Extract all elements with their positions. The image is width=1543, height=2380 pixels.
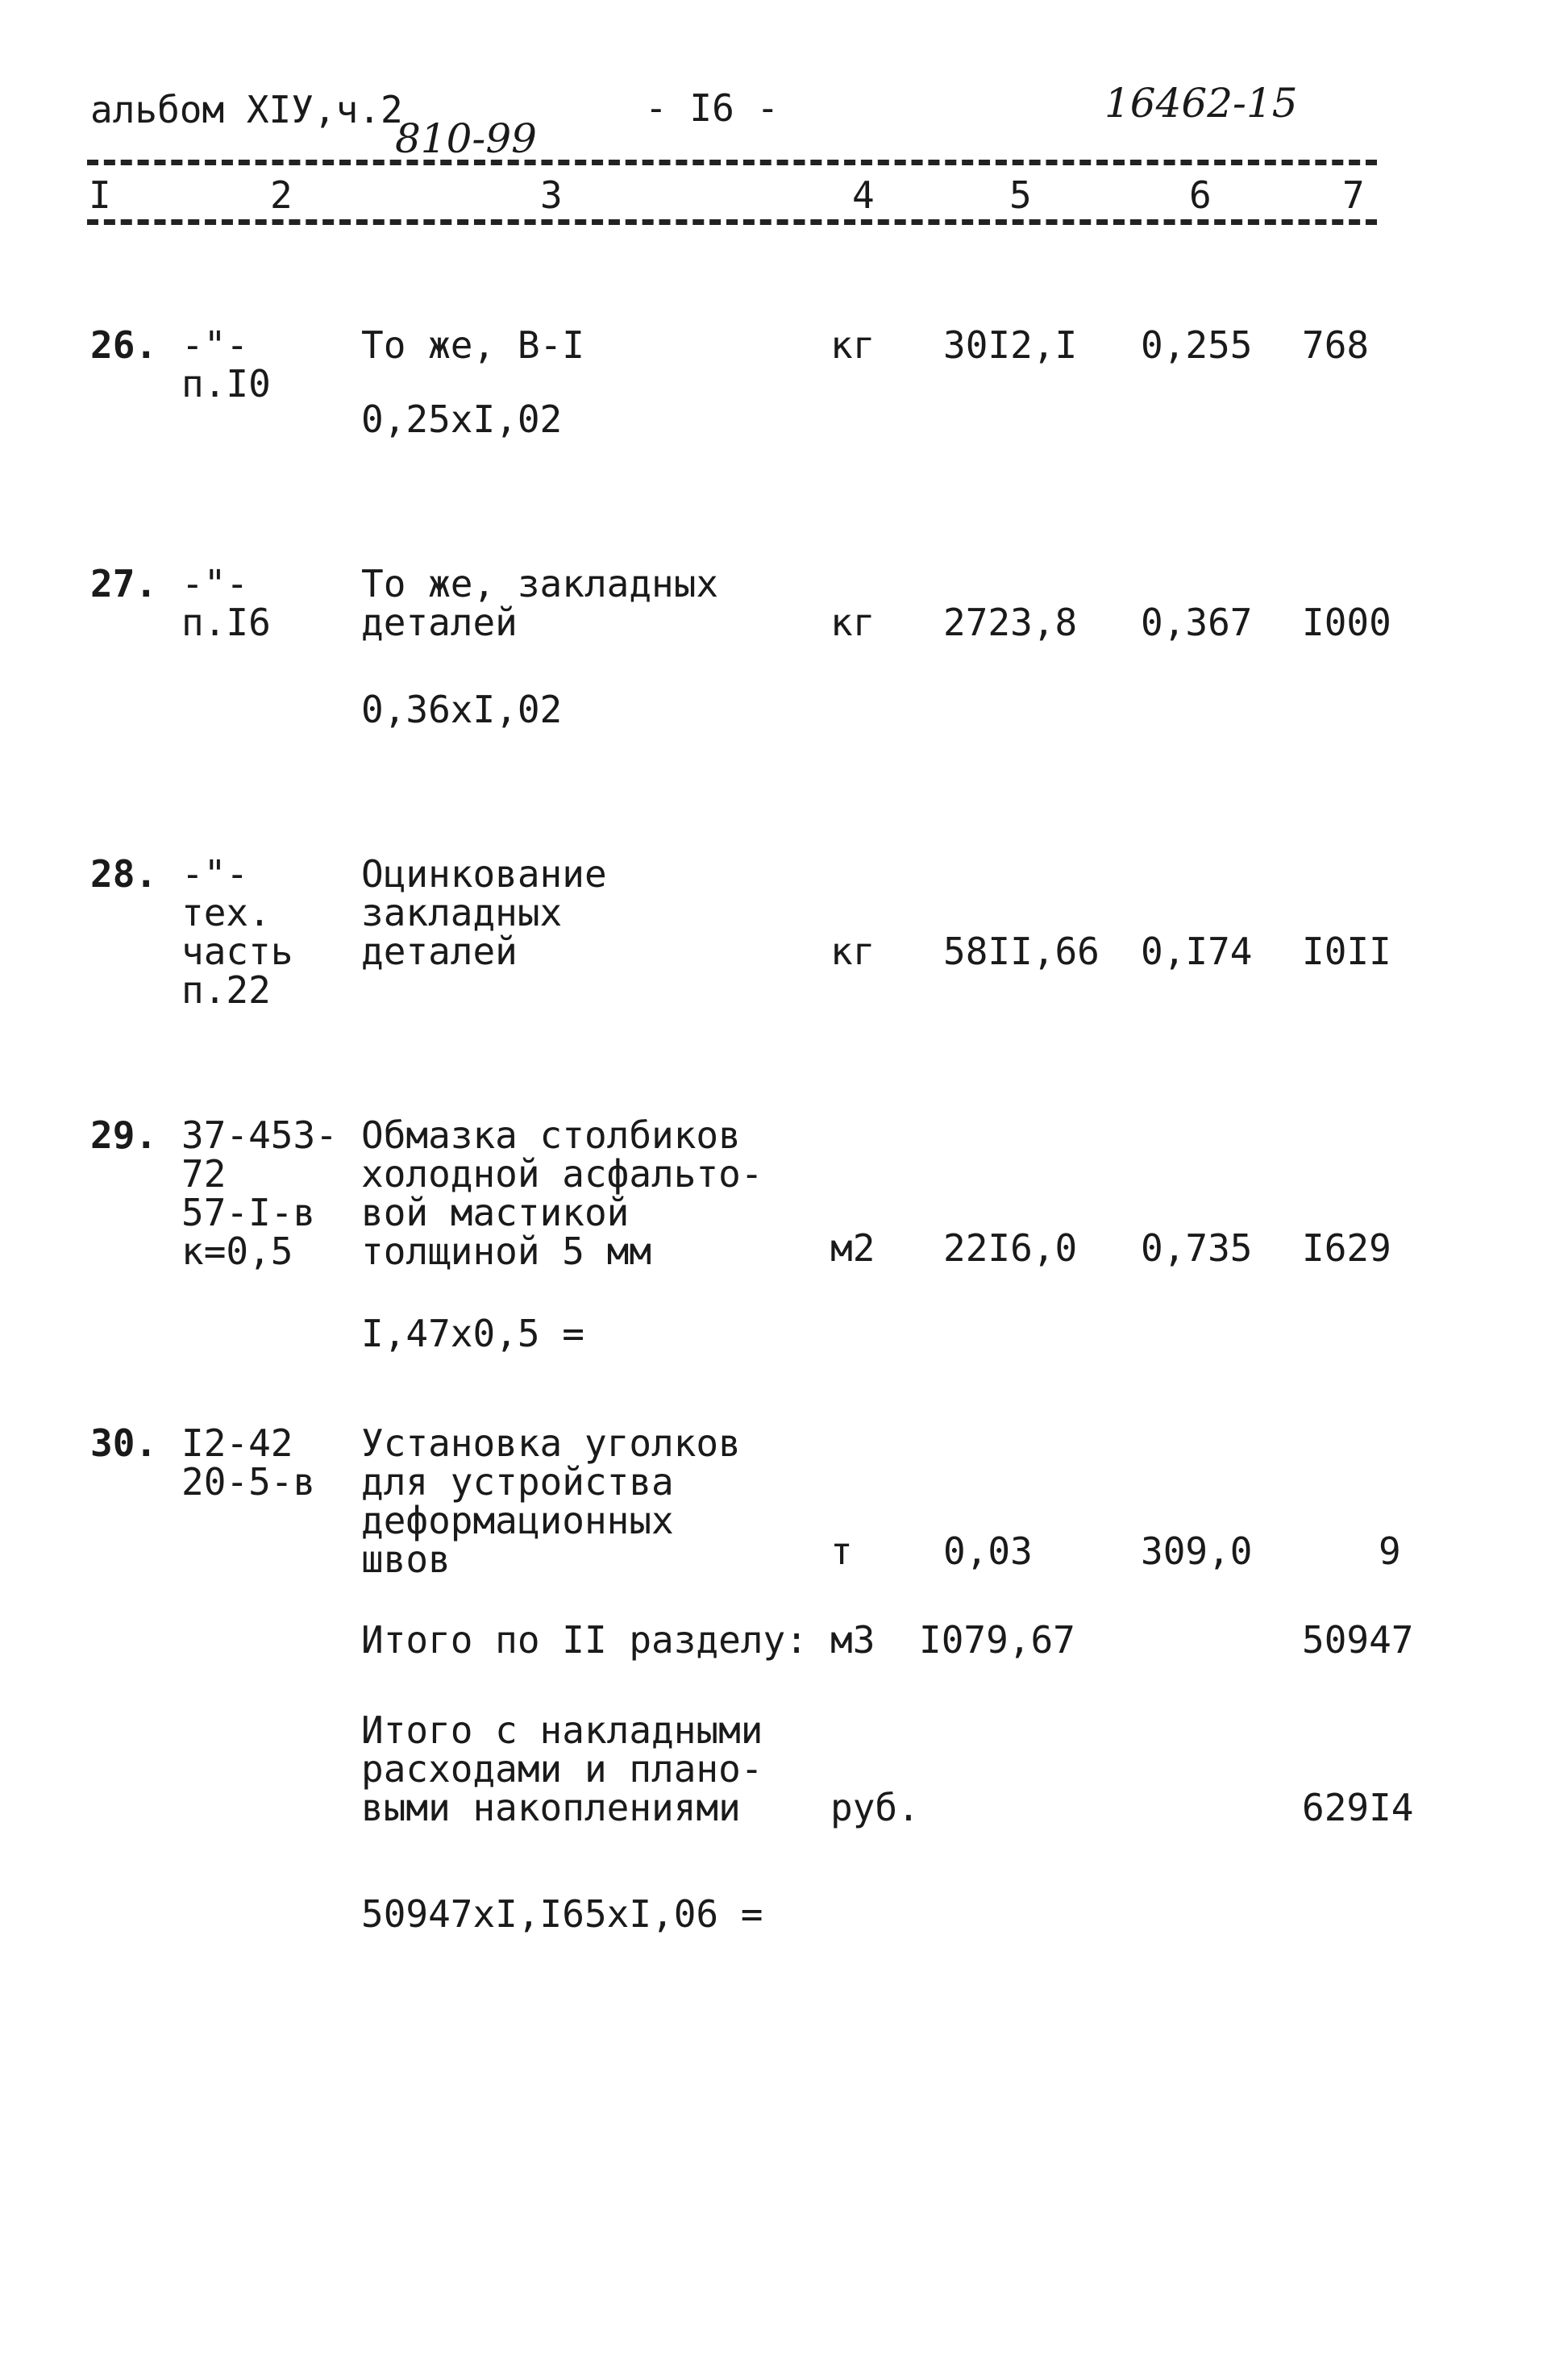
- column-number-6: 6: [1189, 173, 1212, 217]
- page-number: - I6 -: [645, 86, 780, 130]
- column-number-3: 3: [540, 173, 563, 217]
- section-total-label: Итого по II разделу:: [361, 1618, 808, 1662]
- row-unit: м2: [830, 1226, 875, 1270]
- row-reference: 37-453- 72 57-I-в к=0,5: [181, 1113, 338, 1273]
- row-number: 30.: [90, 1421, 158, 1465]
- column-number-2: 2: [270, 173, 293, 217]
- overhead-total-unit: руб.: [830, 1786, 920, 1829]
- row-number: 28.: [90, 852, 158, 896]
- row-number: 27.: [90, 562, 158, 605]
- overhead-total-label: Итого с накладными расходами и плано- выми накоплениями: [361, 1708, 763, 1829]
- final-formula: 50947хI,I65хI,06 =: [361, 1892, 763, 1936]
- row-quantity: 22I6,0: [943, 1226, 1078, 1270]
- row-unit: кг: [830, 601, 875, 644]
- row-description: То же, В-I: [361, 323, 584, 367]
- row-sum: 9: [1379, 1529, 1401, 1573]
- row-sum: 768: [1302, 323, 1370, 367]
- row-quantity: 30I2,I: [943, 323, 1078, 367]
- column-number-4: 4: [852, 173, 875, 217]
- row-quantity: 0,03: [943, 1529, 1033, 1573]
- row-description: Оцинкование закладных деталей: [361, 852, 607, 973]
- row-reference: -"- п.I0: [181, 323, 271, 406]
- row-price: 0,367: [1141, 601, 1253, 644]
- row-formula: I,47х0,5 =: [361, 1312, 584, 1355]
- row-price: 0,I74: [1141, 930, 1253, 973]
- row-formula: 0,25хI,02: [361, 397, 563, 441]
- handwritten-note-right: 16462-15: [1104, 80, 1298, 127]
- row-unit: кг: [830, 930, 875, 973]
- row-sum: I629: [1302, 1226, 1391, 1270]
- row-description: Обмазка столбиков холодной асфальто- вой мастикой толщиной 5 мм: [361, 1113, 763, 1273]
- section-total-quantity: I079,67: [919, 1618, 1075, 1662]
- row-quantity: 58II,66: [943, 930, 1100, 973]
- row-price: 0,735: [1141, 1226, 1253, 1270]
- handwritten-note-left: 810-99: [395, 115, 537, 162]
- row-unit: т: [830, 1529, 853, 1573]
- row-formula: 0,36хI,02: [361, 688, 563, 731]
- row-price: 0,255: [1141, 323, 1253, 367]
- column-number-1: I: [89, 173, 111, 217]
- row-sum: I0II: [1302, 930, 1391, 973]
- header-rule-top: [87, 160, 1377, 165]
- column-number-7: 7: [1342, 173, 1365, 217]
- row-description: То же, закладных деталей: [361, 562, 719, 644]
- row-reference: -"- п.I6: [181, 562, 271, 644]
- row-reference: I2-42 20-5-в: [181, 1421, 316, 1504]
- section-total-unit: м3: [830, 1618, 875, 1662]
- row-reference: -"- тех. часть п.22: [181, 852, 293, 1012]
- album-label: альбом ХIУ,ч.2: [90, 88, 403, 131]
- row-description: Установка уголков для устройства деформационных швов: [361, 1421, 741, 1581]
- row-sum: I000: [1302, 601, 1391, 644]
- row-unit: кг: [830, 323, 875, 367]
- overhead-total-sum: 629I4: [1302, 1786, 1414, 1829]
- row-quantity: 2723,8: [943, 601, 1078, 644]
- row-price: 309,0: [1141, 1529, 1253, 1573]
- row-number: 29.: [90, 1113, 158, 1157]
- column-number-5: 5: [1009, 173, 1032, 217]
- header-rule-bottom: [87, 219, 1377, 225]
- row-number: 26.: [90, 323, 158, 367]
- section-total-sum: 50947: [1302, 1618, 1414, 1662]
